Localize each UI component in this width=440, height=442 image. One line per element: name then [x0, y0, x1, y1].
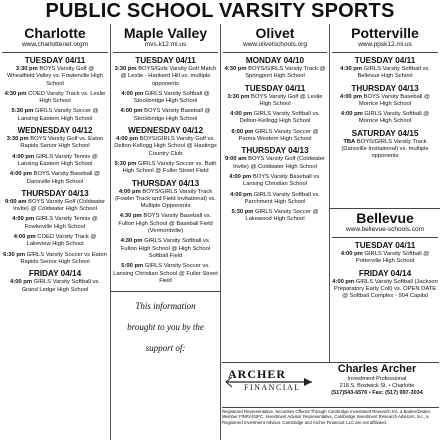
school-url[interactable]: www.ppsk12.mi.us [358, 41, 412, 48]
day-heading: SATURDAY 04/15 [351, 128, 419, 138]
event-item [113, 161, 218, 176]
event-text: GIRLS Varsity Soccer @ Lakewood High School [245, 209, 319, 223]
event-time: 3:30 pm [227, 93, 250, 100]
logo-word-top: ARCHER [228, 367, 287, 381]
event-item [2, 171, 108, 186]
day-heading: WEDNESDAY 04/12 [127, 126, 204, 136]
sponsor-phone: (517)543-6570 • Fax: (517) 997-3034 [331, 390, 423, 396]
event-time: 4:30 pm [119, 213, 142, 220]
event-item [2, 216, 108, 231]
event-item [223, 66, 327, 81]
event-item [332, 94, 438, 109]
day-heading: FRIDAY 04/14 [28, 269, 82, 279]
day-heading: THURSDAY 04/13 [131, 178, 200, 188]
event-text: COED Varsity Track vs. Leslie High School [28, 90, 106, 105]
event-text: GIRLS Varsity Softball @ Stockbridge High School [133, 90, 210, 105]
day-heading: MONDAY 04/10 [245, 56, 305, 65]
archer-financial-logo [224, 367, 314, 399]
event-text: GIRLS Varsity Tennis @ Lansing Eastern High School [17, 153, 98, 167]
potterville-column [330, 24, 440, 204]
event-text: GIRLS Varsity Softball @ Potterville High School [355, 251, 430, 265]
event-text: BOYS Varsity Baseball @ Dansville High School [26, 171, 100, 185]
event-time: 3:30 pm [114, 66, 137, 72]
charlotte-column [0, 24, 110, 440]
event-item [113, 136, 218, 158]
event-time: 4:00 pm [340, 111, 363, 118]
school-url[interactable]: mvs.k12.mi.us [144, 41, 187, 48]
sponsor-intro: This information brought to you by the support of: [111, 291, 220, 359]
event-text: BOYS Varsity Golf @ Leslie High School [251, 93, 323, 107]
event-time: 5:30 pm [231, 209, 254, 216]
event-time: 9:00 am [224, 156, 247, 163]
event-time: 4:00 pm [121, 90, 144, 97]
event-time: 4:30 pm [224, 66, 247, 72]
event-item [113, 66, 218, 88]
day-heading: TUESDAY 04/11 [24, 56, 86, 65]
event-time: 5:30 pm [11, 108, 34, 115]
event-text: GIRLS Varsity Tennis @ Fowlerville High School [24, 216, 98, 230]
school-name: Maple Valley [123, 25, 208, 41]
event-time: 4:00 pm [12, 153, 35, 160]
event-time: 4:30 pm [120, 238, 143, 245]
day-heading: WEDNESDAY 04/12 [17, 126, 93, 136]
day-heading: THURSDAY 04/13 [21, 188, 89, 198]
bellevue-column [330, 208, 440, 363]
event-item [223, 174, 327, 189]
day-heading: TUESDAY 04/11 [135, 56, 196, 65]
event-item [2, 66, 108, 88]
event-item [2, 199, 108, 214]
event-text: GIRLS Varsity Softball vs. Bellevue High School [357, 66, 430, 80]
olivet-column [221, 24, 329, 362]
event-text: GIRLS Varsity Softball vs. Fulton High School @ High School Softball Field [120, 238, 211, 259]
event-text: GIRLS Varsity Soccer vs. Lansing Christian School @ Fuller Street Field [113, 263, 218, 284]
event-item [2, 154, 108, 169]
event-item [113, 213, 218, 235]
sponsor-role: Investment Professional [347, 376, 407, 382]
school-name: Bellevue [356, 210, 414, 226]
event-time: 3:30 pm [15, 66, 38, 72]
page-title: PUBLIC SCHOOL VARSITY SPORTS [45, 0, 395, 22]
event-time: 3:30 pm [6, 136, 29, 143]
event-time: 9:00 am [4, 198, 27, 205]
event-time: 5:00 pm [121, 263, 144, 270]
event-text: GIRLS Varsity Soccer vs. Bath High School @ Fuller Street Field [122, 160, 217, 175]
event-text: GIRLS Varsity Softball @ Morrice High School [358, 111, 430, 125]
sponsor-address: 218 S. Bostwick St. • Charlotte [339, 383, 415, 389]
event-item [2, 91, 108, 106]
event-item [223, 111, 327, 126]
sponsor-disclaimer: Registered Representative, Securities Offered Through Cambridge Investment Research Inc. a Broker/Dealer, Member FINRA/SIPC. Investment Advisor Representative, Cambridge Investment Research Advisors, Inc., a Registered Investment Advisor. Cambridge and Archer Financial, LLC are not affiliated. [222, 407, 439, 442]
event-item [2, 279, 108, 294]
school-name: Olivet [255, 25, 295, 41]
event-text: GIRLS Varsity Soccer @ Parma Western High School [238, 128, 319, 143]
event-time: 4:00 pm [230, 111, 253, 118]
event-text: BOYS/GIRLS Varsity Golf vs. Delton-Kellogg High School @ Hastings Country Club [114, 136, 217, 157]
schedule-list [0, 56, 110, 294]
event-time: 4:30 pm [340, 66, 363, 72]
event-item [223, 94, 327, 109]
event-text: BOYS/GIRLS Varsity Track (Dansville Invitational) vs. multiple opponents [341, 138, 429, 160]
event-time: 6:00 pm [231, 128, 254, 135]
event-time: 6:30 pm [3, 251, 26, 258]
event-time: 4:00 pm [340, 93, 362, 100]
event-time: 4:30 pm [4, 90, 27, 97]
schedule-list [111, 56, 220, 285]
event-item [332, 66, 438, 81]
event-text: BOYS Varsity Baseball @ Morrice High School [358, 93, 430, 107]
event-time: 4:00 pm [116, 136, 138, 143]
school-url[interactable]: www.olivetschools.org [243, 41, 307, 48]
event-text: GIRLS Varsity Softball (Jackson Preparatory Early Coll) vs. OPEN DATE @ Softball Complex - 904 Capital [333, 278, 438, 300]
sponsor-ad [222, 362, 439, 407]
event-time: 4:00 pm [230, 191, 253, 198]
event-item [332, 279, 438, 301]
event-text: BOYS Varsity Golf (Coldwater Invite) @ Coldwater High School [13, 198, 106, 213]
day-heading: FRIDAY 04/14 [358, 268, 412, 278]
event-text: GIRLS Varsity Soccer @ Lansing Eastern High School [17, 108, 99, 122]
event-text: BOYS/Girls Varsity Golf Match @ Leslie - Hankerd Hill vs. multiple opponents [120, 66, 217, 87]
event-text: BOYS Varsity Golf vs. Eaton Rapids Senior High School [20, 136, 104, 150]
event-item [113, 189, 218, 211]
event-text: GIRLS Varsity Softball vs. Grand Ledge High School [21, 279, 100, 293]
event-time: 4:00 pm [13, 234, 36, 241]
event-item [223, 129, 327, 144]
event-item [113, 263, 218, 285]
event-item [113, 108, 218, 123]
event-text: GIRLS Varsity Softball vs. Delton-Kellogg High School [239, 111, 320, 125]
event-time: 4:00 pm [120, 108, 143, 115]
event-time: 4:00 pm [340, 251, 363, 257]
event-time: 4:00 pm [229, 173, 252, 180]
school-name: Potterville [351, 25, 419, 41]
event-time: 4:00 pm [332, 278, 355, 285]
event-text: BOYS Varsity Golf (Coldwater Invite) @ Coldwater High School [233, 156, 326, 170]
event-time: 4:00 pm [118, 188, 141, 195]
school-url[interactable]: www.bellevue-schools.com [345, 226, 425, 233]
event-item [2, 108, 108, 123]
event-text: BOYS/GIRLS Varsity Track (Fowler Track and Field Invitational) vs. Multiple Opponents [115, 188, 216, 210]
event-text: BOYS Varsity Baseball @ Stockbridge High School [133, 108, 211, 122]
schedule-list [221, 56, 329, 224]
event-text: GIRLS Varsity Softball vs. Parchment High School [244, 191, 320, 205]
school-name: Charlotte [24, 25, 86, 41]
event-time: 4:00 pm [10, 171, 32, 178]
event-time: TBA [343, 138, 356, 145]
day-heading: THURSDAY 04/13 [351, 83, 419, 93]
event-item [113, 238, 218, 260]
event-time: 4:00 pm [10, 279, 33, 286]
event-item [2, 136, 108, 151]
schedule-list [330, 56, 440, 161]
event-item [223, 192, 327, 207]
event-time: 5:30 pm [114, 160, 137, 167]
event-text: BOYS Varsity Baseball vs. Fulton High School @ Baseball Field (Vermontville) [118, 213, 213, 235]
logo-word-bottom: FINANCIAL [244, 383, 301, 392]
event-time: 4:00 pm [12, 216, 35, 223]
event-item [223, 209, 327, 224]
event-item [223, 156, 327, 171]
day-heading: THURSDAY 04/13 [241, 146, 309, 156]
day-heading: TUESDAY 04/11 [354, 241, 416, 250]
event-text: BOYS Varsity Baseball vs. Lansing Christian School [242, 173, 321, 188]
schedule-list [330, 241, 440, 300]
day-heading: TUESDAY 04/11 [244, 83, 306, 93]
event-item [332, 139, 438, 161]
event-item [2, 252, 108, 267]
maple-valley-column [111, 24, 220, 440]
school-url[interactable]: www.charlottenet.orgm [21, 41, 89, 48]
event-text: BOYS/GIRLS Varsity Track @ Springport High School [245, 66, 326, 80]
sponsor-name: Charles Archer [337, 363, 417, 375]
day-heading: TUESDAY 04/11 [354, 56, 416, 65]
event-item [332, 111, 438, 126]
event-item [113, 91, 218, 106]
event-text: BOYS Varsity Golf @ Wheatfield Valley vs. Fowlerville High School [7, 66, 103, 87]
event-item [332, 251, 438, 266]
event-item [2, 234, 108, 249]
event-text: GIRLS Varsity Soccer vs Eaton Rapids Senior High School [20, 251, 107, 265]
sponsor-card [318, 363, 436, 397]
event-text: COED Varsity Track @ Lakeview High School [26, 234, 97, 248]
